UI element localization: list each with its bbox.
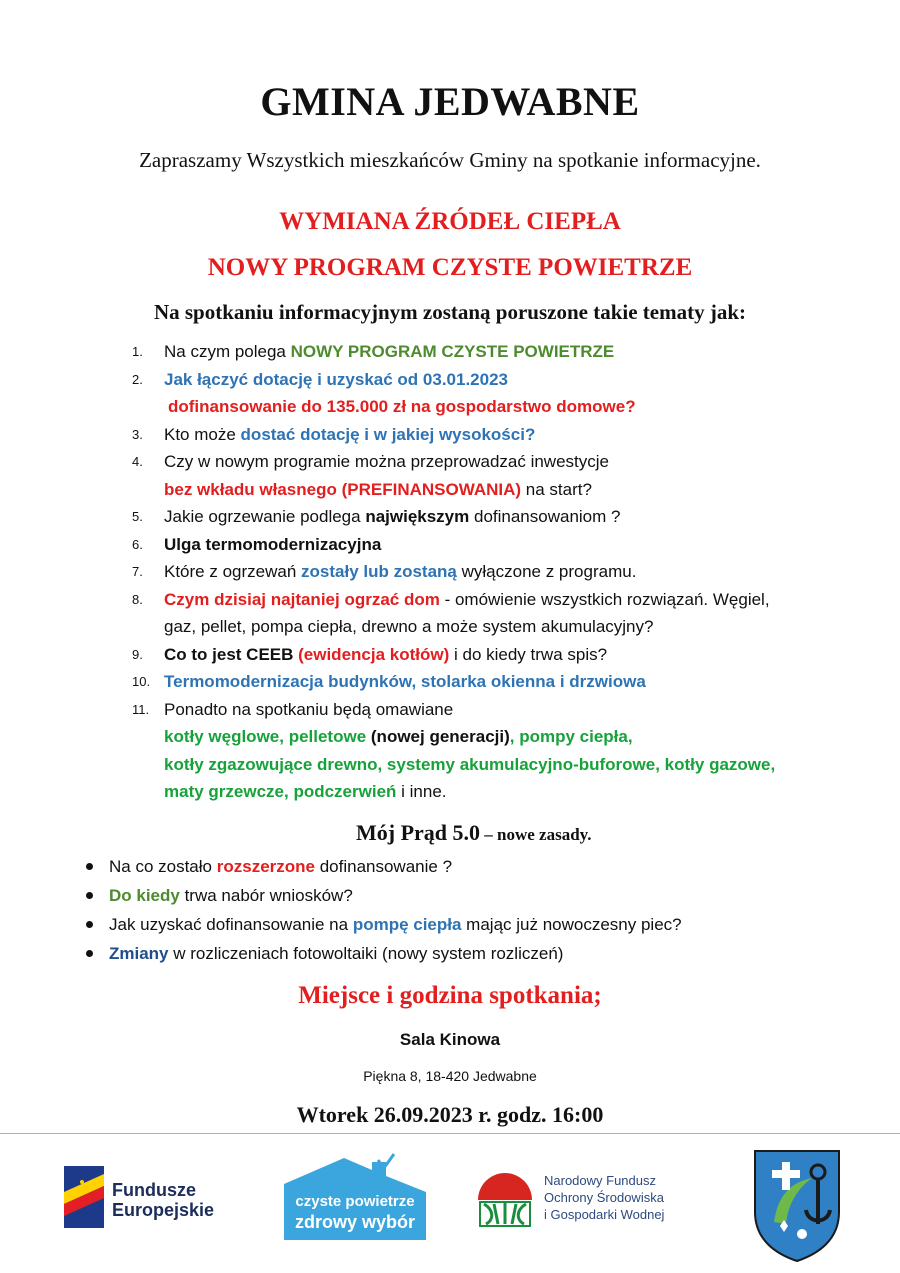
logo-text: Fundusze [112, 1180, 196, 1200]
item-highlight: Ulga termomodernizacyjna [164, 534, 382, 554]
list-item [132, 696, 852, 806]
item-number: 6. [132, 536, 143, 552]
logo-text: Europejskie [112, 1200, 215, 1220]
meeting-heading: Miejsce i godzina spotkania; [298, 982, 602, 1009]
shield-icon [752, 1148, 842, 1264]
item-highlight: Czym dzisiaj najtaniej ogrzać dom [164, 589, 440, 609]
eu-flag-icon [58, 1162, 108, 1232]
item-highlight: największym [365, 507, 470, 526]
list-item [132, 366, 852, 421]
item-highlight: Co to jest CEEB [164, 644, 299, 664]
item-text: Kto może [164, 424, 241, 444]
item-highlight: pompę ciepła [352, 915, 462, 934]
list-item [132, 586, 852, 641]
item-highlight: dofinansowanie do 135.000 zł na gospodarstwo domowe? [168, 397, 636, 416]
list-item [132, 448, 852, 503]
item-highlight: dostać dotację i w jakiej wysokości? [240, 424, 536, 444]
list-item [132, 558, 852, 586]
item-highlight: zostały lub zostaną [301, 562, 457, 581]
item-number: 8. [132, 591, 143, 607]
list-item [132, 668, 852, 696]
bullet-icon [86, 921, 93, 928]
item-highlight: rozszerzone [216, 857, 315, 876]
bullet-icon [86, 950, 93, 957]
item-text: i inne. [396, 782, 447, 801]
logo-text: Ochrony Środowiska [544, 1190, 664, 1205]
czyste-powietrze-logo [284, 1152, 426, 1240]
item-number: 5. [132, 509, 143, 524]
item-highlight: Jak łączyć dotację i uzyskać od 03.01.2023 [164, 369, 508, 389]
bullet-icon [86, 892, 93, 899]
item-text: Które z ogrzewań [164, 562, 302, 581]
divider [0, 1133, 900, 1134]
logo-text: i Gospodarki Wodnej [544, 1207, 665, 1222]
moj-prad-heading [356, 820, 592, 846]
item-text: dofinansowaniom ? [469, 507, 621, 526]
item-highlight: (nowej generacji) [366, 727, 510, 746]
item-text: w rozliczeniach fotowoltaiki (nowy system rozliczeń) [168, 944, 564, 963]
item-text: wyłączone z programu. [456, 562, 637, 581]
item-highlight: kotły zgazowujące drewno, systemy akumulacyjno-buforowe, kotły gazowe, [164, 754, 776, 774]
list-item [86, 852, 682, 881]
item-text: dofinansowanie ? [314, 857, 453, 876]
item-number: 2. [132, 371, 143, 387]
list-item [86, 910, 682, 939]
item-highlight: maty grzewcze, podczerwień [164, 782, 397, 801]
item-text: Na czym polega [164, 342, 291, 361]
nfosigw-logo [474, 1168, 714, 1232]
item-number: 9. [132, 646, 143, 662]
list-item [132, 338, 852, 366]
headline-heat-sources: WYMIANA ŹRÓDEŁ CIEPŁA [279, 208, 621, 235]
invitation-text: Zapraszamy Wszystkich mieszkańców Gminy na spotkanie informacyjne. [139, 148, 761, 172]
item-highlight: , pompy ciepła, [509, 727, 633, 746]
item-text: Jak uzyskać dofinansowanie na [109, 915, 353, 934]
item-number: 4. [132, 454, 143, 469]
item-text: Ponadto na spotkaniu będą omawiane [164, 699, 454, 719]
meeting-venue: Sala Kinowa [399, 1030, 501, 1049]
item-text: na start? [521, 479, 592, 499]
item-highlight: NOWY PROGRAM CZYSTE POWIETRZE [290, 342, 615, 361]
item-number: 7. [132, 564, 143, 579]
list-item [86, 939, 682, 968]
tree-icon [474, 1168, 536, 1230]
item-highlight: Zmiany [109, 944, 169, 963]
logo-text: czyste powietrze [295, 1193, 415, 1210]
meeting-datetime: Wtorek 26.09.2023 r. godz. 16:00 [296, 1102, 604, 1127]
list-item [132, 641, 852, 669]
item-highlight: (ewidencja kotłów) [298, 644, 450, 664]
item-text: i do kiedy trwa spis? [449, 644, 608, 664]
item-text: gaz, pellet, pompa ciepła, drewno a może system akumulacyjny? [164, 617, 654, 636]
item-text: Jakie ogrzewanie podlega [164, 507, 366, 526]
item-number: 3. [132, 426, 143, 442]
topics-list [132, 338, 852, 806]
fundusze-europejskie-logo [58, 1162, 258, 1232]
item-number: 1. [132, 344, 143, 359]
logo-text: Narodowy Fundusz [544, 1173, 656, 1188]
topics-intro: Na spotkaniu informacyjnym zostaną poruszone takie tematy jak: [153, 300, 747, 324]
list-item [132, 503, 852, 531]
page-title: GMINA JEDWABNE [260, 79, 640, 124]
item-highlight: Do kiedy [109, 886, 180, 905]
list-item [132, 531, 852, 559]
moj-prad-title: Mój Prąd 5.0 [356, 820, 481, 845]
meeting-address: Piękna 8, 18-420 Jedwabne [363, 1068, 537, 1084]
item-highlight: kotły węglowe, pelletowe [164, 727, 367, 746]
item-number: 11. [132, 701, 150, 717]
item-highlight: Termomodernizacja budynków, stolarka okienna i drzwiowa [164, 672, 646, 691]
item-text: trwa nabór wniosków? [179, 886, 353, 905]
item-highlight: bez wkładu własnego (PREFINANSOWANIA) [164, 479, 522, 499]
item-text: Na co zostało [109, 857, 217, 876]
list-item [86, 881, 682, 910]
headline-program: NOWY PROGRAM CZYSTE POWIETRZE [207, 254, 693, 281]
moj-prad-list [86, 852, 682, 968]
logo-text: zdrowy wybór [294, 1212, 415, 1232]
bullet-icon [86, 863, 93, 870]
item-text: - omówienie wszystkich rozwiązań. Węgiel, [439, 589, 770, 609]
item-number: 10. [132, 674, 151, 689]
moj-prad-subtitle: – nowe zasady. [480, 825, 592, 844]
item-text: Czy w nowym programie można przeprowadzać inwestycje [164, 452, 609, 471]
coat-of-arms-emblem [752, 1148, 842, 1264]
item-text: mając już nowoczesny piec? [461, 915, 682, 934]
list-item [132, 421, 852, 449]
